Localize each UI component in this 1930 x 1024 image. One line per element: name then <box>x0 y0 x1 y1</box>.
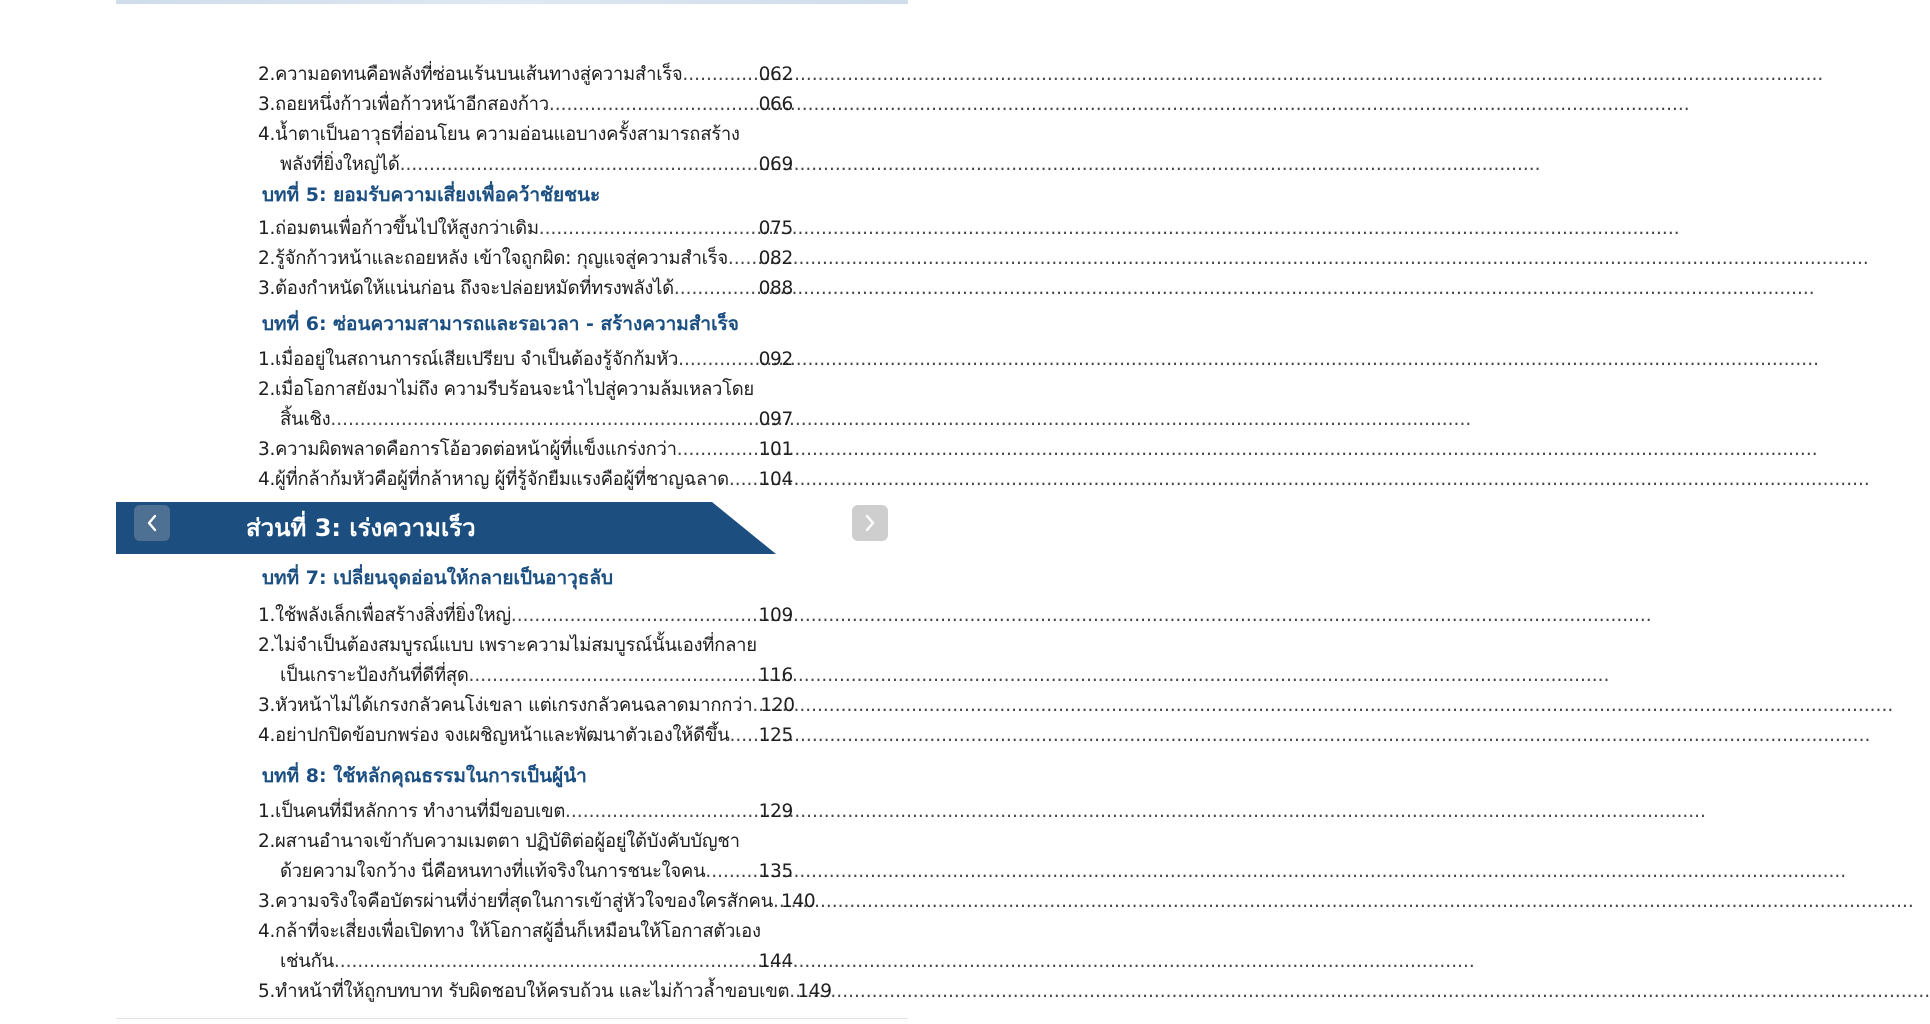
leader-dots <box>469 661 757 691</box>
leader-dots <box>729 465 757 495</box>
page-number: 088 <box>758 278 793 299</box>
leader-dots <box>674 274 757 304</box>
leader-dots <box>705 857 756 887</box>
next-page-button[interactable] <box>852 505 888 541</box>
toc-entry[interactable] <box>258 827 793 887</box>
page-number: 092 <box>758 349 793 370</box>
toc-entry[interactable] <box>258 631 793 691</box>
leader-dots <box>729 721 756 751</box>
chapter-6-heading: บทที่ 6: ซ่อนความสามารถและรอเวลา - สร้างความสำเร็จ <box>262 313 739 335</box>
leader-dots <box>678 345 756 375</box>
entry-text: 3.ต้องกำหนัดให้แน่นก่อน ถึงจะปล่อยหมัดที่ทรงพลังได้ <box>258 278 674 299</box>
entry-text: 2.ไม่จำเป็นต้องสมบูรณ์แบบ เพราะความไม่สมบูรณ์นั้นเองที่กลาย <box>258 635 757 656</box>
leader-dots <box>511 601 757 631</box>
page-number: 144 <box>758 951 793 972</box>
toc-entry[interactable] <box>258 465 793 495</box>
entry-text: 2.เมื่อโอกาสยังมาไม่ถึง ความรีบร้อนจะนำไปสู่ความล้มเหลวโดย <box>258 379 754 400</box>
part-3-title: ส่วนที่ 3: เร่งความเร็ว <box>246 514 476 542</box>
leader-dots <box>565 797 757 827</box>
page-number: 066 <box>758 94 793 115</box>
entry-text: 4.น้ำตาเป็นอาวุธที่อ่อนโยน ความอ่อนแอบางครั้งสามารถสร้าง <box>258 124 740 145</box>
entry-text: 1.ใช้พลังเล็กเพื่อสร้างสิ่งที่ยิ่งใหญ่ <box>258 605 511 626</box>
entry-text-cont: สิ้นเชิง <box>280 409 331 430</box>
entry-text: 2.ผสานอำนาจเข้ากับความเมตตา ปฏิบัติต่อผู้อยู่ใต้บังคับบัญชา <box>258 831 740 852</box>
toc-entry[interactable] <box>258 917 793 977</box>
page-number: 135 <box>758 861 793 882</box>
toc-entry[interactable] <box>258 601 793 631</box>
toc-entry[interactable] <box>258 244 793 274</box>
page-number: 129 <box>758 801 793 822</box>
entry-text-cont: เช่นกัน <box>280 951 334 972</box>
page-number: 149 <box>797 981 832 1002</box>
toc-entry[interactable] <box>258 120 793 180</box>
toc-entry[interactable] <box>258 375 793 435</box>
entry-text: 2.รู้จักก้าวหน้าและถอยหลัง เข้าใจถูกผิด: กุญแจสู่ความสำเร็จ <box>258 248 728 269</box>
toc-entry[interactable] <box>258 60 793 90</box>
leader-dots <box>728 244 757 274</box>
toc-entry[interactable] <box>258 435 793 465</box>
chapter-5-list <box>258 214 793 304</box>
entry-text: 4.อย่าปกปิดข้อบกพร่อง จงเผชิญหน้าและพัฒนาตัวเองให้ดีขึ้น <box>258 725 730 746</box>
chapter-8-list <box>258 797 832 1007</box>
toc-entry[interactable] <box>258 691 793 721</box>
page-number: 069 <box>758 154 793 175</box>
entry-text: 3.ความผิดพลาดคือการโอ้อวดต่อหน้าผู้ที่แข็งแกร่งกว่า <box>258 439 677 460</box>
page-number: 109 <box>758 605 793 626</box>
page-number: 120 <box>760 695 795 716</box>
page-number: 062 <box>758 64 793 85</box>
entry-text: 4.ผู้ที่กล้าก้มหัวคือผู้ที่กล้าหาญ ผู้ที่รู้จักยืมแรงคือผู้ที่ชาญฉลาด <box>258 469 729 490</box>
page-number: 101 <box>758 439 793 460</box>
page-number: 116 <box>758 665 793 686</box>
prev-page-button[interactable] <box>134 505 170 541</box>
entry-text-cont: พลังที่ยิ่งใหญ่ได้ <box>280 154 400 175</box>
entry-text: 4.กล้าที่จะเสี่ยงเพื่อเปิดทาง ให้โอกาสผู้อื่นก็เหมือนให้โอกาสตัวเอง <box>258 921 761 942</box>
toc-entry[interactable] <box>258 797 793 827</box>
entry-text: 5.ทำหน้าที่ให้ถูกบทบาท รับผิดชอบให้ครบถ้วน และไม่ก้าวล้ำขอบเขต <box>258 981 790 1002</box>
toc-entry[interactable] <box>258 274 793 304</box>
chapter-5-heading: บทที่ 5: ยอมรับความเสี่ยงเพื่อคว้าชัยชนะ <box>262 184 601 206</box>
toc-entry[interactable] <box>258 214 793 244</box>
chapter-7-list <box>258 601 793 751</box>
chapter-8-heading: บทที่ 8: ใช้หลักคุณธรรมในการเป็นผู้นำ <box>262 765 587 787</box>
page-number: 104 <box>758 469 793 490</box>
chapter-6-list <box>258 345 793 495</box>
top-image-edge <box>116 0 908 4</box>
leader-dots <box>330 405 756 435</box>
leader-dots <box>539 214 757 244</box>
entry-text: 2.ความอดทนคือพลังที่ซ่อนเร้นบนเส้นทางสู่ความสำเร็จ <box>258 64 683 85</box>
bottom-divider <box>116 1018 908 1019</box>
entry-text-cont: ด้วยความใจกว้าง นี่คือหนทางที่แท้จริงในการชนะใจคน <box>280 861 706 882</box>
page-number: 097 <box>758 409 793 430</box>
chevron-right-icon <box>863 513 877 533</box>
toc-entry[interactable] <box>258 887 816 917</box>
entry-text: 1.เมื่ออยู่ในสถานการณ์เสียเปรียบ จำเป็นต้องรู้จักก้มหัว <box>258 349 679 370</box>
page-number: 125 <box>758 725 793 746</box>
page-number: 140 <box>780 891 816 912</box>
entry-text-cont: เป็นเกราะป้องกันที่ดีที่สุด <box>280 665 469 686</box>
entry-text: 1.เป็นคนที่มีหลักการ ทำงานที่มีขอบเขต <box>258 801 566 822</box>
toc-entry[interactable] <box>258 345 793 375</box>
chapter-7-heading: บทที่ 7: เปลี่ยนจุดอ่อนให้กลายเป็นอาวุธลับ <box>262 567 614 589</box>
entry-text: 3.ความจริงใจคือบัตรผ่านที่ง่ายที่สุดในการเข้าสู่หัวใจของใครสักคน <box>258 891 773 912</box>
leader-dots <box>334 947 757 977</box>
chevron-left-icon <box>145 513 159 533</box>
leader-dots <box>677 435 757 465</box>
page-number: 075 <box>758 218 793 239</box>
entry-text: 1.ถ่อมตนเพื่อก้าวขึ้นไปให้สูงกว่าเดิม <box>258 218 539 239</box>
entry-text: 3.หัวหน้าไม่ได้เกรงกลัวคนโง่เขลา แต่เกรงกลัวคนฉลาดมากกว่า <box>258 695 753 716</box>
page-number: 082 <box>758 248 793 269</box>
toc-entry[interactable] <box>258 977 832 1007</box>
toc-entry[interactable] <box>258 90 793 120</box>
toc-list-top <box>258 60 793 180</box>
leader-dots <box>400 150 757 180</box>
leader-dots <box>682 60 756 90</box>
toc-entry[interactable] <box>258 721 793 751</box>
entry-text: 3.ถอยหนึ่งก้าวเพื่อก้าวหน้าอีกสองก้าว <box>258 94 549 115</box>
leader-dots <box>549 90 757 120</box>
